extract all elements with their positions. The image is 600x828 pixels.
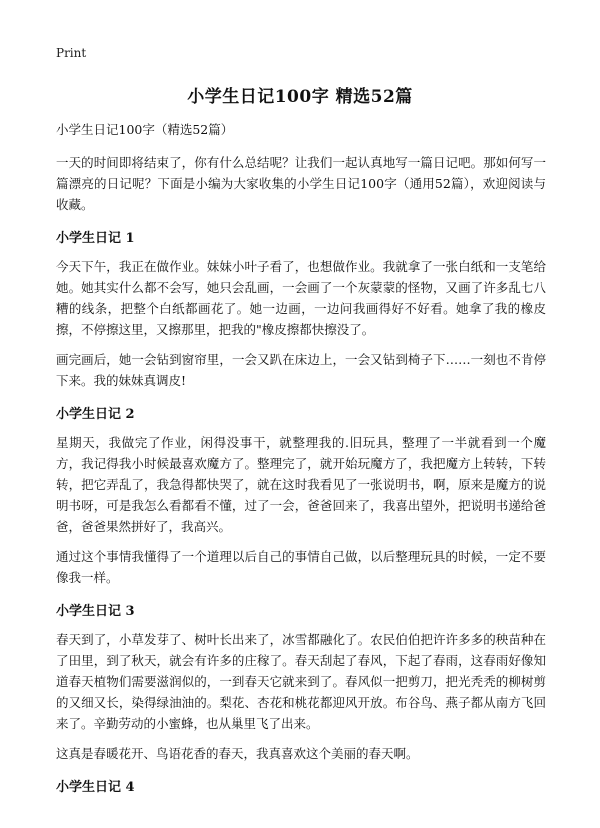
section-heading-2: 小学生日记 2 (56, 407, 135, 422)
section-3-paragraph-2: 这真是春暖花开、鸟语花香的春天，我真喜欢这个美丽的春天啊。 (56, 746, 419, 761)
intro-paragraph: 一天的时间即将结束了，你有什么总结呢？让我们一起认真地写一篇日记吧。那如何写一篇漂亮的日记呢？下面是小编为大家收集的小学生日记100字（通用52篇），欢迎阅读与收藏。 (56, 155, 546, 212)
section-heading-4: 小学生日记 4 (56, 780, 135, 795)
section-2-paragraph-1: 星期天，我做完了作业，闲得没事干，就整理我的.旧玩具，整理了一半就看到一个魔方，我记得我小时候最喜欢魔方了。整理完了，就开始玩魔方了，我把魔方上转转，下转转，把它弄乱了，我急得都快哭了，就在这时我看见了一张说明书，啊，原来是魔方的说明书呀，可是我怎么看都看不懂，过了一会，爸爸回来了，我喜出望外，把说明书递给爸爸，爸爸果然拼好了，我高兴。 (56, 435, 546, 534)
section-2-paragraph-2: 通过这个事情我懂得了一个道理以后自己的事情自己做，以后整理玩具的时候，一定不要像我一样。 (56, 549, 546, 585)
document-subtitle: 小学生日记100字（精选52篇） (56, 122, 234, 137)
document-body (56, 116, 546, 805)
section-1-paragraph-1: 今天下午，我正在做作业。妹妹小叶子看了，也想做作业。我就拿了一张白纸和一支笔给她。她其实什么都不会写，她只会乱画，一会画了一个灰蒙蒙的怪物，又画了许多乱七八糟的线条，把整个白纸都画花了。她一边画，一边问我画得好不好看。她拿了我的橡皮擦，不停擦这里，又擦那里，把我的"橡皮擦都快擦没了。 (56, 259, 546, 337)
page-title: 小学生日记100字 精选52篇 (187, 87, 413, 107)
section-1-paragraph-2: 画完画后，她一会钻到窗帘里，一会又趴在床边上，一会又钻到椅子下……一刻也不肯停下来。我的妹妹真调皮! (56, 352, 546, 388)
section-heading-1: 小学生日记 1 (56, 231, 135, 246)
section-3-paragraph-1: 春天到了，小草发芽了、树叶长出来了，冰雪都融化了。农民伯伯把许许多多的秧苗种在了田里，到了秋天，就会有许多的庄稼了。春天刮起了春风，下起了春雨，这春雨好像知道春天植物们需要滋润似的，一到春天它就来到了。春风似一把剪刀，把光秃秃的柳树剪的又细又长，染得绿油油的。梨花、杏花和桃花都迎风开放。布谷鸟、燕子都从南方飞回来了。辛勤劳动的小蜜蜂，也从巢里飞了出来。 (56, 632, 546, 731)
section-heading-3: 小学生日记 3 (56, 604, 135, 619)
print-label: Print (56, 46, 87, 60)
